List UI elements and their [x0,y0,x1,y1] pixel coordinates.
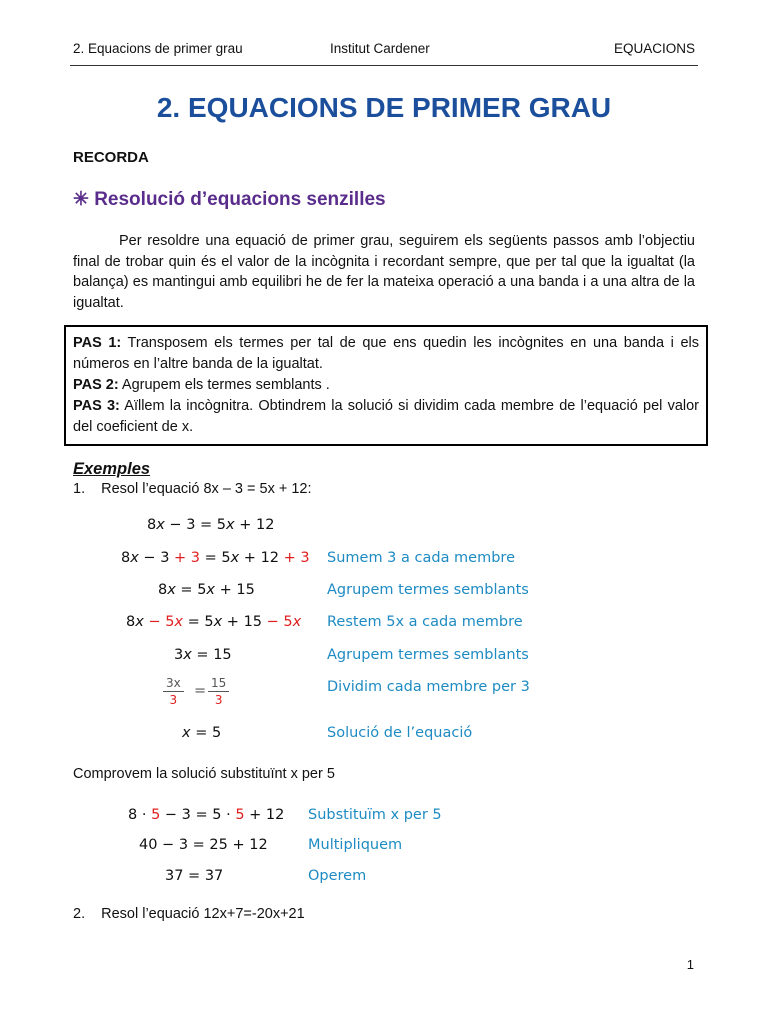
annotation-3: Restem 5x a cada membre [327,614,523,630]
equation-line-1: 8x − 3 = 5x + 12 [147,517,275,533]
equation-line-5: 3x = 15 [174,647,232,663]
equation-line-4: 8x − 5x = 5x + 15 − 5x [126,614,302,630]
fraction-left-numerator: 3x [163,676,184,692]
example-1-text: Resol l’equació 8x – 3 = 5x + 12: [101,481,312,497]
page-title: 2. EQUACIONS DE PRIMER GRAU [156,92,612,123]
annotation-5: Dividim cada membre per 3 [327,679,530,695]
header-chapter: 2. Equacions de primer grau [73,41,243,56]
check-annotation-2: Multipliquem [308,837,403,853]
equation-solution: x = 5 [182,725,222,741]
check-line-2: 40 − 3 = 25 + 12 [139,837,268,853]
intro-paragraph: Per resoldre una equació de primer grau, seguirem els següents passos amb l’objectiu final de trobar quin és el valor de la incògnita i recordant sempre, que per tal que la igualtat (la balança) es mantingui amb equilibri he de fer la mateixa operació a una banda i a una altra de la igualtat. [73,233,695,311]
header-school: Institut Cardener [330,41,430,56]
fraction-left-denominator: 3 [169,693,178,707]
step-3 [73,396,699,438]
annotation-6: Solució de l’equació [327,725,473,741]
step-1 [73,333,699,375]
fraction-right [208,676,229,707]
example-1-number: 1. [73,481,86,497]
annotation-1: Sumem 3 a cada membre [327,550,515,566]
page-number: 1 [686,957,694,972]
header-topic: EQUACIONS [613,41,695,56]
exemples-heading: Exemples [73,460,151,478]
step-3-label: PAS 3: [73,398,120,414]
header-divider [70,65,698,66]
example-2-prompt [73,906,305,922]
step-3-text: Aïllem la incògnitra. Obtindrem la solució si dividim cada membre de l’equació pel valor del coeficient de x. [73,398,699,435]
annotation-2: Agrupem termes semblants [327,582,529,598]
step-2-text: Agrupem els termes semblants . [118,377,330,393]
step-1-label: PAS 1: [73,335,122,351]
equation-line-3: 8x = 5x + 15 [158,582,255,598]
fraction-right-numerator: 15 [208,676,229,692]
check-annotation-1-text: Substituïm x per 5 [308,807,442,823]
equation-line-2: 8x − 3 + 3 = 5x + 12 + 3 [121,550,310,566]
asterisk-icon: ✳ [73,189,89,210]
step-1-text: Transposem els termes per tal de que ens quedin les incògnites en una banda i els números en l’altre banda de la igualtat. [73,335,699,372]
step-2-label: PAS 2: [73,377,119,393]
example-2-number: 2. [73,906,86,922]
check-annotation-1 [308,807,442,823]
fraction-equals: = [194,683,207,699]
example-1-prompt [73,481,312,497]
fraction-left [163,676,184,707]
check-annotation-3: Operem [308,868,367,884]
recorda-heading: RECORDA [73,149,149,166]
annotation-4: Agrupem termes semblants [327,647,529,663]
check-line-1: 8 · 5 − 3 = 5 · 5 + 12 [128,807,285,823]
check-line-3: 37 = 37 [165,868,224,884]
check-intro: Comprovem la solució substituïnt x per 5 [73,766,335,782]
steps-box [64,325,708,446]
step-2 [73,375,699,396]
section-title: Resolució d’equacions senzilles [94,189,386,210]
fraction-right-denominator: 3 [214,693,223,707]
section-heading [73,188,386,211]
example-2-text: Resol l’equació 12x+7=-20x+21 [101,906,305,922]
